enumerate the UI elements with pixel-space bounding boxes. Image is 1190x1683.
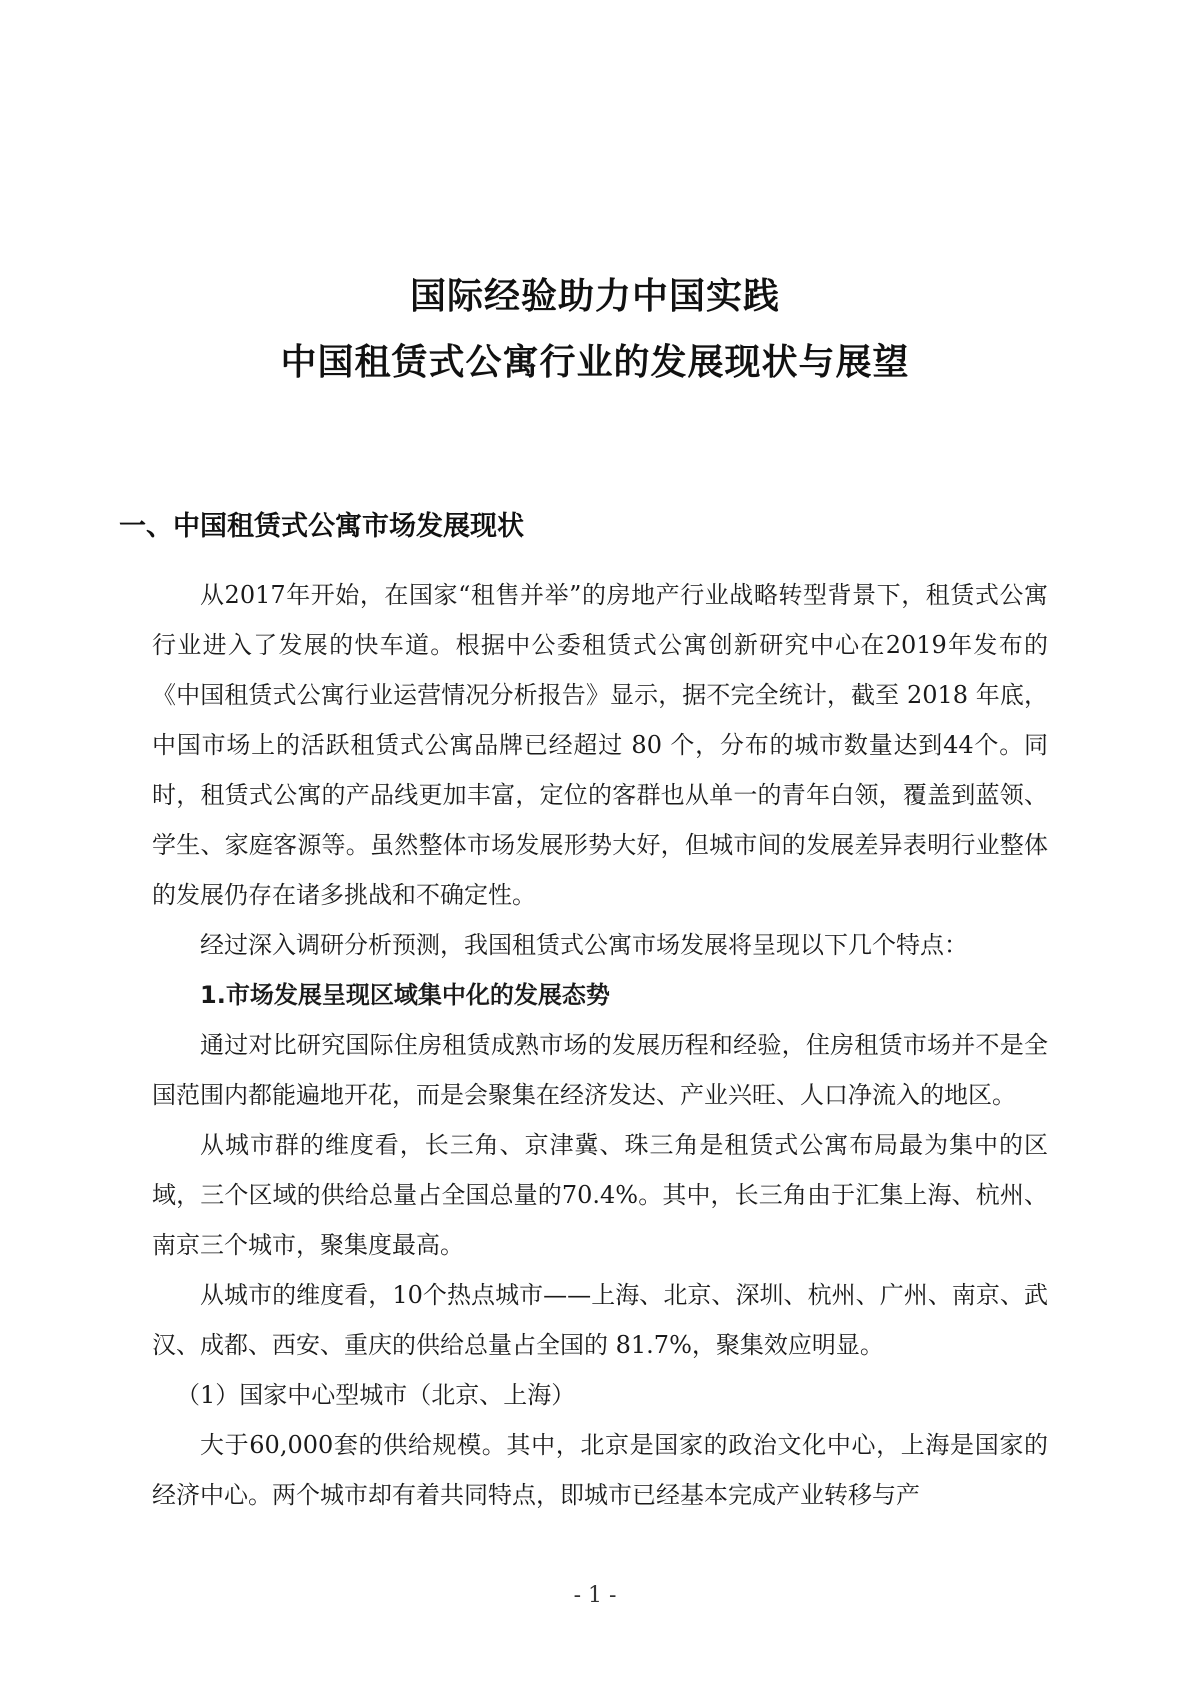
paragraph: 从城市群的维度看，长三角、京津冀、珠三角是租赁式公寓布局最为集中的区域，三个区域的供给总量占全国总量的70.4%。其中，长三角由于汇集上海、杭州、南京三个城市，聚集度最高。	[152, 1131, 1048, 1259]
title-line-2: 中国租赁式公寓行业的发展现状与展望	[280, 342, 910, 383]
title-line-1: 国际经验助力中国实践	[409, 276, 780, 317]
subheading: （1）国家中心型城市（北京、上海）	[176, 1381, 576, 1409]
page-number: - 1 -	[573, 1583, 617, 1608]
subheading: 1.市场发展呈现区域集中化的发展态势	[200, 981, 610, 1009]
paragraph: 经过深入调研分析预测，我国租赁式公寓市场发展将呈现以下几个特点：	[200, 931, 968, 959]
section-heading: 一、中国租赁式公寓市场发展现状	[119, 511, 524, 542]
paragraph: 从城市的维度看，10个热点城市——上海、北京、深圳、杭州、广州、南京、武汉、成都、西安、重庆的供给总量占全国的 81.7%，聚集效应明显。	[152, 1281, 1048, 1359]
paragraph: 通过对比研究国际住房租赁成熟市场的发展历程和经验，住房租赁市场并不是全国范围内都能遍地开花，而是会聚集在经济发达、产业兴旺、人口净流入的地区。	[152, 1031, 1048, 1109]
paragraph: 大于60,000套的供给规模。其中，北京是国家的政治文化中心，上海是国家的经济中心。两个城市却有着共同特点，即城市已经基本完成产业转移与产	[152, 1431, 1048, 1509]
body-text	[152, 570, 1048, 1520]
paragraph: 从2017年开始，在国家“租售并举”的房地产行业战略转型背景下，租赁式公寓行业进入了发展的快车道。根据中公委租赁式公寓创新研究中心在2019年发布的《中国租赁式公寓行业运营情况分析报告》显示，据不完全统计，截至 2018 年底，中国市场上的活跃租赁式公寓品牌已经超过 80 个，分布的城市数量达到44个。同时，租赁式公寓的产品线更加丰富，定位的客群也从单一的青年白领，覆盖到蓝领、学生、家庭客源等。虽然整体市场发展形势大好，但城市间的发展差异表明行业整体的发展仍存在诸多挑战和不确定性。	[152, 581, 1048, 909]
